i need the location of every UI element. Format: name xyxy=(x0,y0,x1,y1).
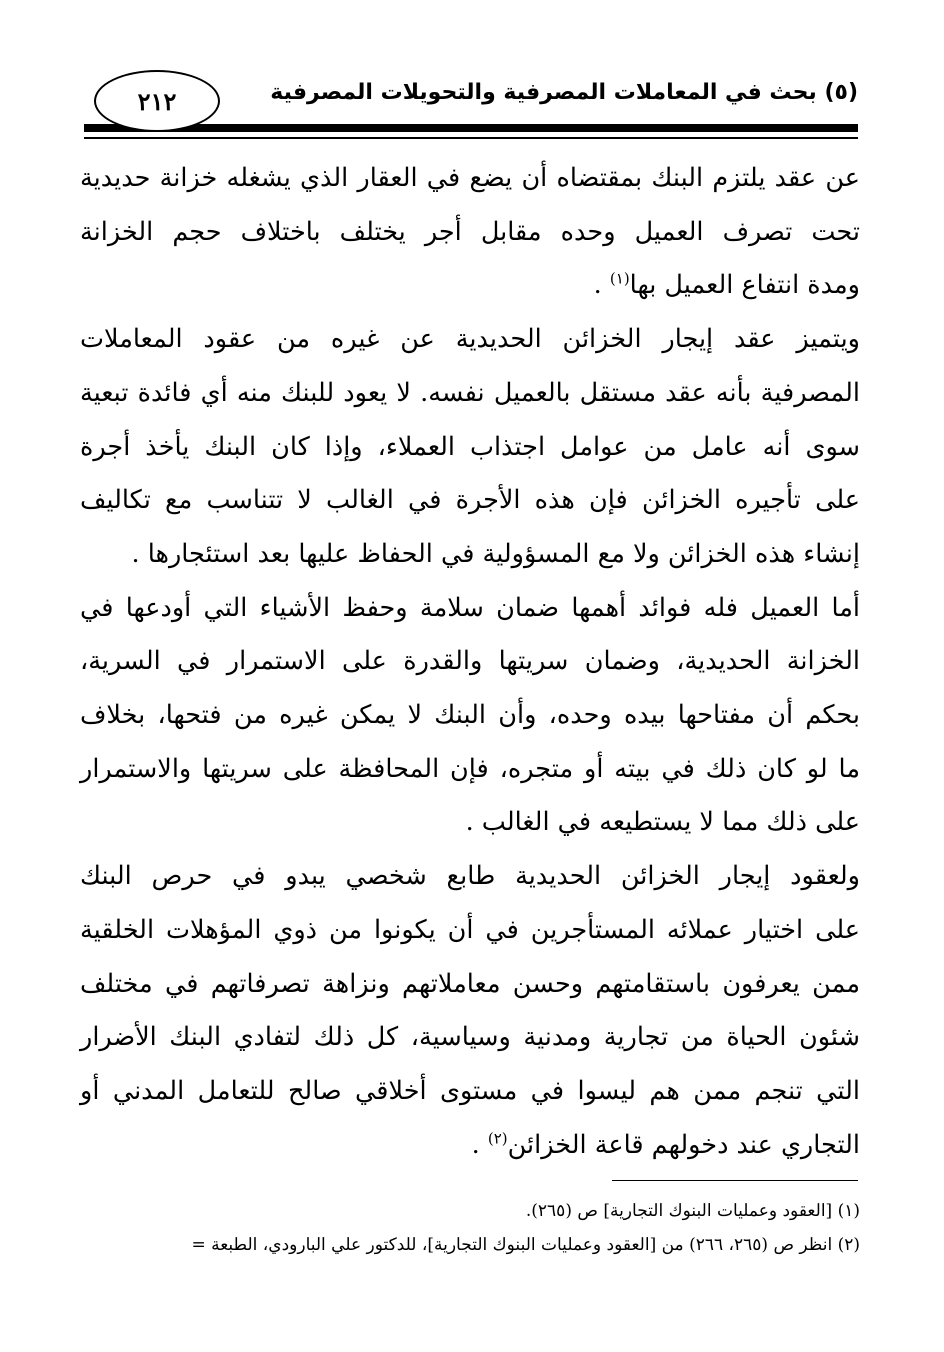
footnote-separator xyxy=(612,1180,858,1181)
body-text xyxy=(80,152,860,1172)
page-number: ٢١٢ xyxy=(94,70,220,132)
footnotes xyxy=(84,1194,860,1262)
header-rule-thin xyxy=(84,137,858,139)
paragraph-1 xyxy=(80,152,860,313)
text-line: إنشاء هذه الخزائن ولا مع المسؤولية في الحفاظ عليها بعد استئجارها . xyxy=(131,538,860,569)
text-line: على تأجيره الخزائن فإن هذه الأجرة في الغالب لا تتناسب مع تكاليف xyxy=(80,485,860,516)
sentence-end: . xyxy=(471,1129,488,1160)
text-line: المصرفية بأنه عقد مستقل بالعميل نفسه. لا يعود للبنك منه أي فائدة تبعية xyxy=(80,377,860,408)
header-rule-thick xyxy=(84,124,858,132)
text-line: شئون الحياة من تجارية ومدنية وسياسية، كل ذلك لتفادي البنك الأضرار xyxy=(80,1022,860,1053)
text-line: ويتميز عقد إيجار الخزائن الحديدية عن غيره من عقود المعاملات xyxy=(80,324,860,355)
text-line xyxy=(80,259,860,313)
text-line: على ذلك مما لا يستطيعه في الغالب . xyxy=(465,807,860,838)
paragraph-4 xyxy=(80,850,860,1172)
text-line: ولعقود إيجار الخزائن الحديدية طابع شخصي يبدو في حرص البنك xyxy=(80,861,860,892)
text-line: التي تنجم ممن هم ليسوا في مستوى أخلاقي صالح للتعامل المدني أو xyxy=(80,1075,860,1106)
footnote-ref-2: (٢) xyxy=(487,1129,508,1148)
text-line: ممن يعرفون باستقامتهم وحسن معاملاتهم ونزاهة تصرفاتهم في مختلف xyxy=(80,968,860,999)
text-line-content: التجاري عند دخولهم قاعة الخزائن xyxy=(507,1129,860,1160)
footnote-2: (٢) انظر ص (٢٦٥، ٢٦٦) من [العقود وعمليات البنوك التجارية]، للدكتور علي البارودي، الطبعة = xyxy=(191,1235,860,1255)
text-line: على اختيار عملائه المستأجرين في أن يكونوا من ذوي المؤهلات الخلقية xyxy=(80,914,860,945)
text-line: بحكم أن مفتاحها بيده وحده، وأن البنك لا يمكن غيره من فتحها، بخلاف xyxy=(80,700,860,731)
text-line: عن عقد يلتزم البنك بمقتضاه أن يضع في العقار الذي يشغله خزانة حديدية xyxy=(80,163,860,193)
text-line: أما العميل فله فوائد أهمها ضمان سلامة وحفظ الأشياء التي أودعها في xyxy=(80,592,860,623)
paragraph-2 xyxy=(80,313,860,582)
text-line: تحت تصرف العميل وحده مقابل أجر يختلف باختلاف حجم الخزانة xyxy=(80,216,860,247)
text-line xyxy=(80,1119,860,1173)
text-line-content: ومدة انتفاع العميل بها xyxy=(629,270,860,301)
text-line: سوى أنه عامل من عوامل اجتذاب العملاء، وإذا كان البنك يأخذ أجرة xyxy=(80,431,860,462)
sentence-end: . xyxy=(593,270,610,301)
paragraph-3 xyxy=(80,582,860,851)
footnote-1: (١) [العقود وعمليات البنوك التجارية] ص (٢٦٥). xyxy=(525,1201,860,1221)
header-title: (٥) بحث في المعاملات المصرفية والتحويلات المصرفية xyxy=(270,80,858,105)
text-line: ما لو كان ذلك في بيته أو متجره، فإن المحافظة على سريتها والاستمرار xyxy=(80,753,860,784)
footnote-ref-1: (١) xyxy=(609,269,630,288)
text-line: الخزانة الحديدية، وضمان سريتها والقدرة على الاستمرار في السرية، xyxy=(80,646,860,677)
